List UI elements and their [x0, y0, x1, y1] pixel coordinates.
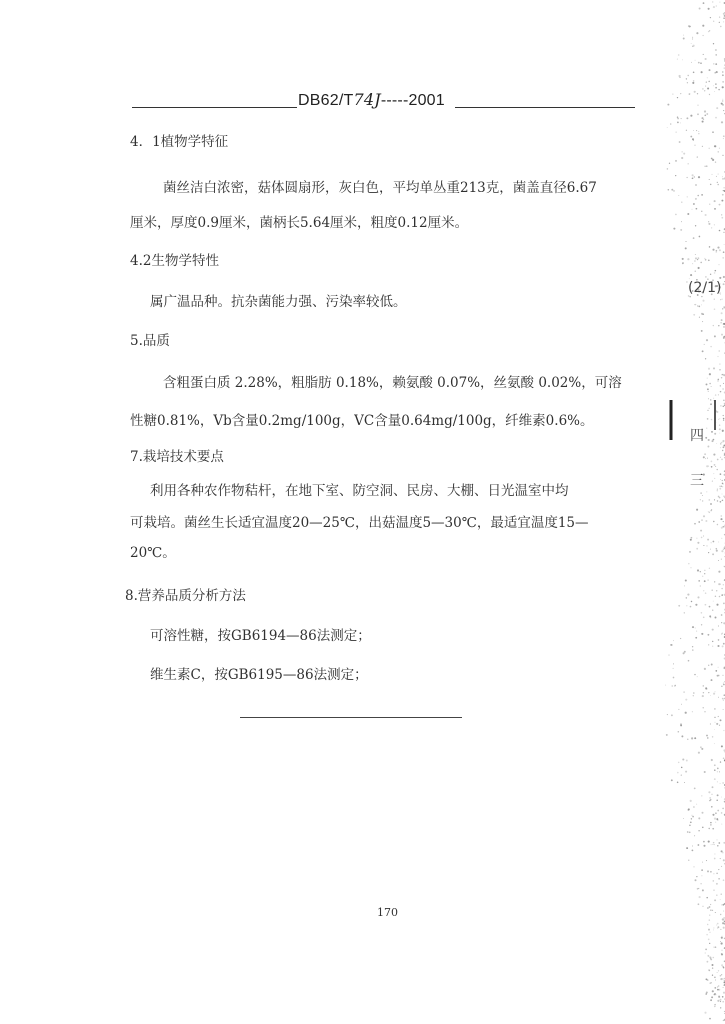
document-header [298, 90, 445, 110]
margin-char-1: 四 [690, 428, 704, 444]
section-7-text-1: 利用各种农作物秸杆，在地下室、防空洞、民房、大棚、日光温室中均 [150, 483, 569, 499]
section-5-text-2: 性糖0.81%，Vb含量0.2mg/100g，VC含量0.64mg/100g，纤维素0.6%。 [130, 413, 594, 429]
margin-char-2: 三 [690, 473, 704, 489]
section-4-1-text-1: 菌丝洁白浓密，菇体圆扇形，灰白色，平均单丛重213克，菌盖直径6.67 [163, 180, 597, 196]
section-4-1-heading: 4．1植物学特征 [130, 134, 229, 150]
section-7-text-2: 可栽培。菌丝生长适宜温度20—25℃，出菇温度5—30℃，最适宜温度15— [130, 515, 589, 531]
standard-code-prefix: DB62/T [298, 92, 354, 109]
section-8-heading: 8.营养品质分析方法 [125, 588, 246, 604]
section-8-text-2: 维生素C，按GB6195—86法测定； [150, 667, 368, 683]
section-5-text-1: 含粗蛋白质 2.28%，粗脂肪 0.18%，赖氨酸 0.07%，丝氨酸 0.02%，可溶 [163, 375, 622, 391]
section-8-text-1: 可溶性糖，按GB6194—86法测定； [150, 628, 371, 644]
header-rule-right [455, 107, 635, 108]
section-7-text-3: 20℃。 [130, 545, 176, 561]
closing-rule [240, 717, 462, 718]
section-4-1-text-2: 厘米，厚度0.9厘米，菌柄长5.64厘米，粗度0.12厘米。 [130, 215, 469, 231]
section-5-heading: 5.品质 [130, 333, 170, 349]
standard-code-year: -----2001 [380, 92, 445, 109]
header-rule-left [132, 107, 297, 108]
margin-annotation: (2/1) [688, 280, 722, 296]
scan-edge-noise [665, 0, 725, 1024]
page-number: 170 [377, 906, 398, 919]
standard-code-handwritten: 74J [353, 90, 381, 109]
section-4-2-heading: 4.2生物学特性 [130, 253, 219, 269]
section-7-heading: 7.栽培技术要点 [130, 449, 224, 465]
section-4-2-text: 属广温品种。抗杂菌能力强、污染率较低。 [150, 294, 407, 310]
